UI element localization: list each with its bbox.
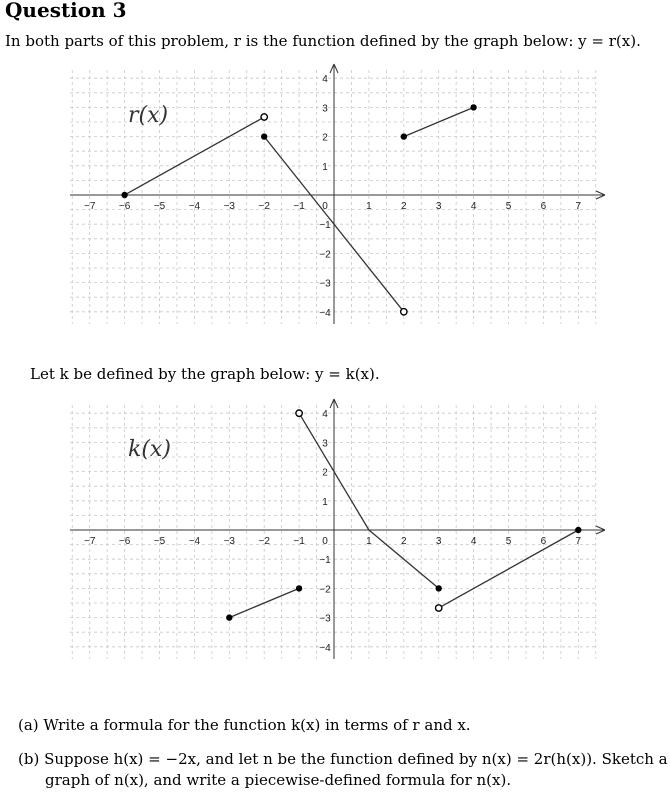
x-tick-label: 7 (575, 536, 582, 547)
x-tick-label: −1 (293, 536, 305, 547)
y-tick-label: −2 (319, 249, 331, 261)
k-intro-text: Let k be defined by the graph below: y = k(x). (30, 365, 380, 383)
x-tick-label: −3 (223, 201, 236, 212)
part-b-text-line1: (b) Suppose h(x) = −2x, and let n be the function defined by n(x) = 2r(h(x)). Sketch a (18, 750, 668, 768)
y-tick-label: 3 (322, 438, 328, 450)
y-tick-label: −4 (319, 307, 331, 319)
closed-endpoint (226, 614, 232, 620)
function-label: r(x) (128, 103, 169, 128)
closed-endpoint (575, 527, 581, 533)
y-tick-label: 2 (322, 132, 328, 144)
x-tick-label: 3 (435, 536, 442, 547)
x-tick-label: 0 (322, 201, 328, 212)
x-tick-label: −2 (258, 201, 270, 212)
x-tick-label: 5 (505, 201, 512, 212)
x-tick-label: −2 (258, 536, 270, 547)
closed-endpoint (296, 585, 302, 591)
x-tick-label: −1 (293, 201, 305, 212)
x-tick-label: 6 (540, 536, 547, 547)
y-tick-label: 3 (322, 103, 328, 115)
question-heading: Question 3 (5, 0, 127, 22)
x-tick-label: −4 (188, 201, 201, 212)
x-tick-label: 6 (540, 201, 547, 212)
y-tick-label: 4 (322, 74, 328, 86)
part-a-text: (a) Write a formula for the function k(x) in terms of r and x. (18, 716, 471, 734)
x-tick-label: 1 (366, 201, 372, 212)
open-endpoint (296, 410, 302, 416)
x-tick-label: 4 (470, 536, 477, 547)
x-tick-label: −6 (118, 536, 131, 547)
x-tick-label: 3 (435, 201, 442, 212)
x-tick-label: −4 (188, 536, 201, 547)
part-b-text-line2: graph of n(x), and write a piecewise-defined formula for n(x). (45, 771, 512, 789)
x-tick-label: 4 (470, 201, 477, 212)
y-tick-label: −1 (319, 220, 331, 232)
y-tick-label: 2 (322, 467, 328, 479)
closed-endpoint (436, 585, 442, 591)
x-tick-label: 0 (322, 536, 328, 547)
y-tick-label: 1 (322, 161, 328, 173)
function-label: k(x) (128, 437, 171, 462)
y-tick-label: 4 (322, 409, 328, 421)
x-tick-label: 1 (366, 536, 372, 547)
y-tick-label: 1 (322, 496, 328, 508)
x-tick-label: 2 (401, 536, 407, 547)
x-tick-label: −3 (223, 536, 236, 547)
x-tick-label: −5 (153, 201, 166, 212)
intro-text: In both parts of this problem, r is the function defined by the graph below: y = r(x). (5, 32, 641, 50)
y-tick-label: −3 (319, 613, 331, 625)
x-tick-label: −5 (153, 536, 166, 547)
x-tick-label: 5 (505, 536, 512, 547)
x-tick-label: −7 (83, 201, 96, 212)
y-tick-label: −1 (319, 555, 331, 567)
y-tick-label: −4 (319, 642, 331, 654)
open-endpoint (436, 605, 442, 611)
x-tick-label: 7 (575, 201, 582, 212)
y-tick-label: −2 (319, 584, 331, 596)
x-tick-label: −6 (118, 201, 131, 212)
y-tick-label: −3 (319, 278, 331, 290)
x-tick-label: 2 (401, 201, 407, 212)
x-tick-label: −7 (83, 536, 96, 547)
